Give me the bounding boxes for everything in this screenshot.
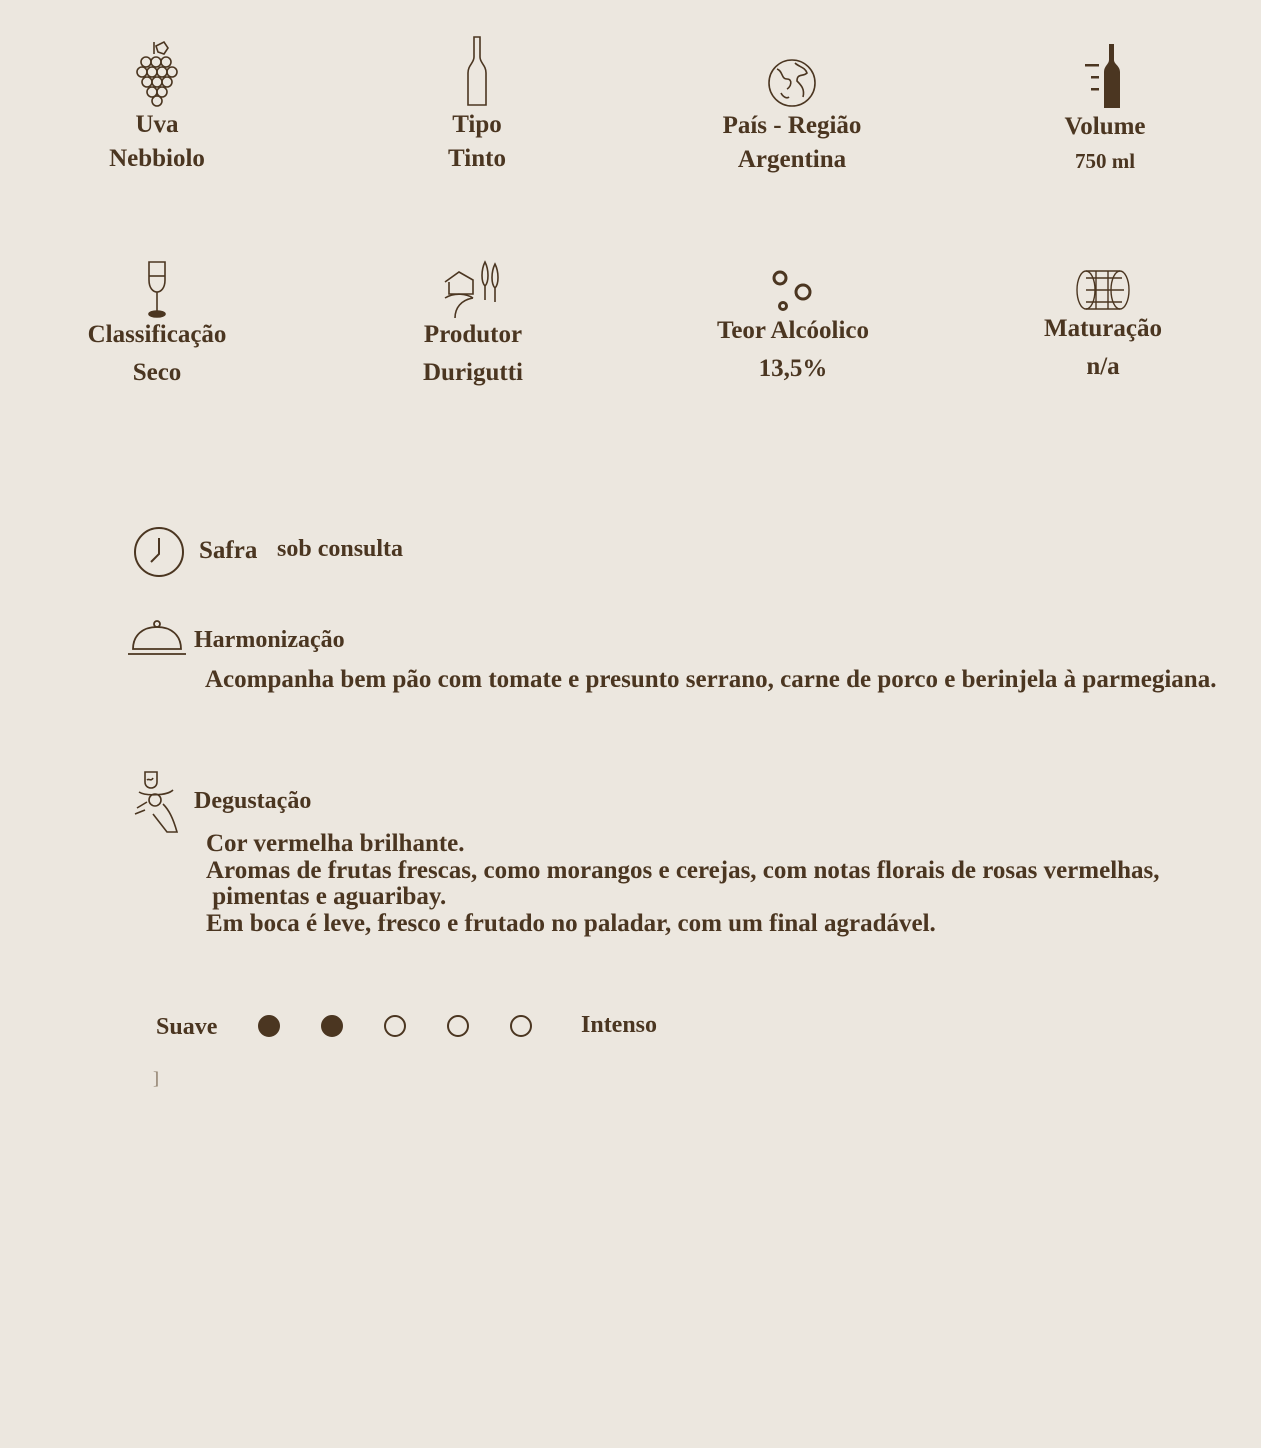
degustacao-line: Aromas de frutas frescas, como morangos e cerejas, com notas florais de rosas vermelhas, bbox=[206, 856, 1160, 884]
spec-value: 13,5% bbox=[758, 355, 828, 382]
spec-value: Durigutti bbox=[423, 359, 523, 386]
safra-label: Safra bbox=[199, 537, 258, 564]
degustacao-line: Cor vermelha brilhante. bbox=[206, 830, 465, 857]
spec-label: Produtor bbox=[423, 321, 523, 348]
spec-maturacao bbox=[973, 268, 1233, 384]
spec-value: 750 ml bbox=[1074, 149, 1136, 173]
harmonizacao-text: Acompanha bem pão com tomate e presunto serrano, carne de porco e berinjela à parmegiana. bbox=[205, 666, 1217, 693]
stray-bracket: ] bbox=[153, 1068, 159, 1088]
clock-icon bbox=[133, 526, 185, 578]
spec-label: Uva bbox=[135, 111, 179, 138]
wine-glass-icon bbox=[144, 260, 170, 318]
spec-value: Tinto bbox=[448, 145, 506, 172]
bubbles-icon bbox=[768, 268, 818, 314]
spec-value: Nebbiolo bbox=[109, 145, 205, 172]
barrel-icon bbox=[1074, 268, 1132, 312]
spec-label: Maturação bbox=[1043, 315, 1163, 342]
grapes-icon bbox=[132, 40, 182, 108]
tasting-icon bbox=[133, 768, 183, 834]
spec-label: Tipo bbox=[452, 111, 502, 138]
spec-pais-regiao bbox=[662, 57, 922, 177]
spec-tipo bbox=[347, 35, 607, 176]
harmonizacao-title: Harmonização bbox=[194, 627, 345, 653]
spec-label: Teor Alcóolico bbox=[716, 317, 870, 344]
spec-teor-alcoolico bbox=[663, 268, 923, 386]
intensity-dot bbox=[321, 1015, 343, 1037]
intensity-dot bbox=[510, 1015, 532, 1037]
safra-value: sob consulta bbox=[277, 536, 404, 562]
winery-icon bbox=[441, 260, 505, 318]
spec-classificacao bbox=[27, 260, 287, 390]
degustacao-title: Degustação bbox=[194, 788, 312, 814]
spec-uva bbox=[27, 40, 287, 176]
spec-label: Classificação bbox=[87, 321, 227, 348]
bottle-icon bbox=[465, 35, 489, 108]
intensity-max-label: Intenso bbox=[581, 1012, 658, 1038]
spec-produtor bbox=[343, 260, 603, 390]
spec-volume bbox=[975, 42, 1235, 178]
cloche-icon bbox=[127, 619, 187, 657]
spec-value: Argentina bbox=[737, 146, 847, 173]
degustacao-line: pimentas e aguaribay. bbox=[206, 883, 447, 910]
intensity-dot bbox=[384, 1015, 406, 1037]
intensity-dot bbox=[447, 1015, 469, 1037]
spec-label: País - Região bbox=[722, 112, 862, 139]
intensity-dot bbox=[258, 1015, 280, 1037]
spec-value: n/a bbox=[1086, 353, 1120, 380]
degustacao-text bbox=[206, 831, 1160, 937]
spec-value: Seco bbox=[132, 359, 182, 386]
degustacao-line: Em boca é leve, fresco e frutado no paladar, com um final agradável. bbox=[206, 909, 936, 937]
globe-icon bbox=[767, 57, 817, 109]
bottle-volume-icon bbox=[1083, 42, 1127, 110]
spec-label: Volume bbox=[1064, 113, 1146, 140]
intensity-min-label: Suave bbox=[156, 1014, 218, 1040]
